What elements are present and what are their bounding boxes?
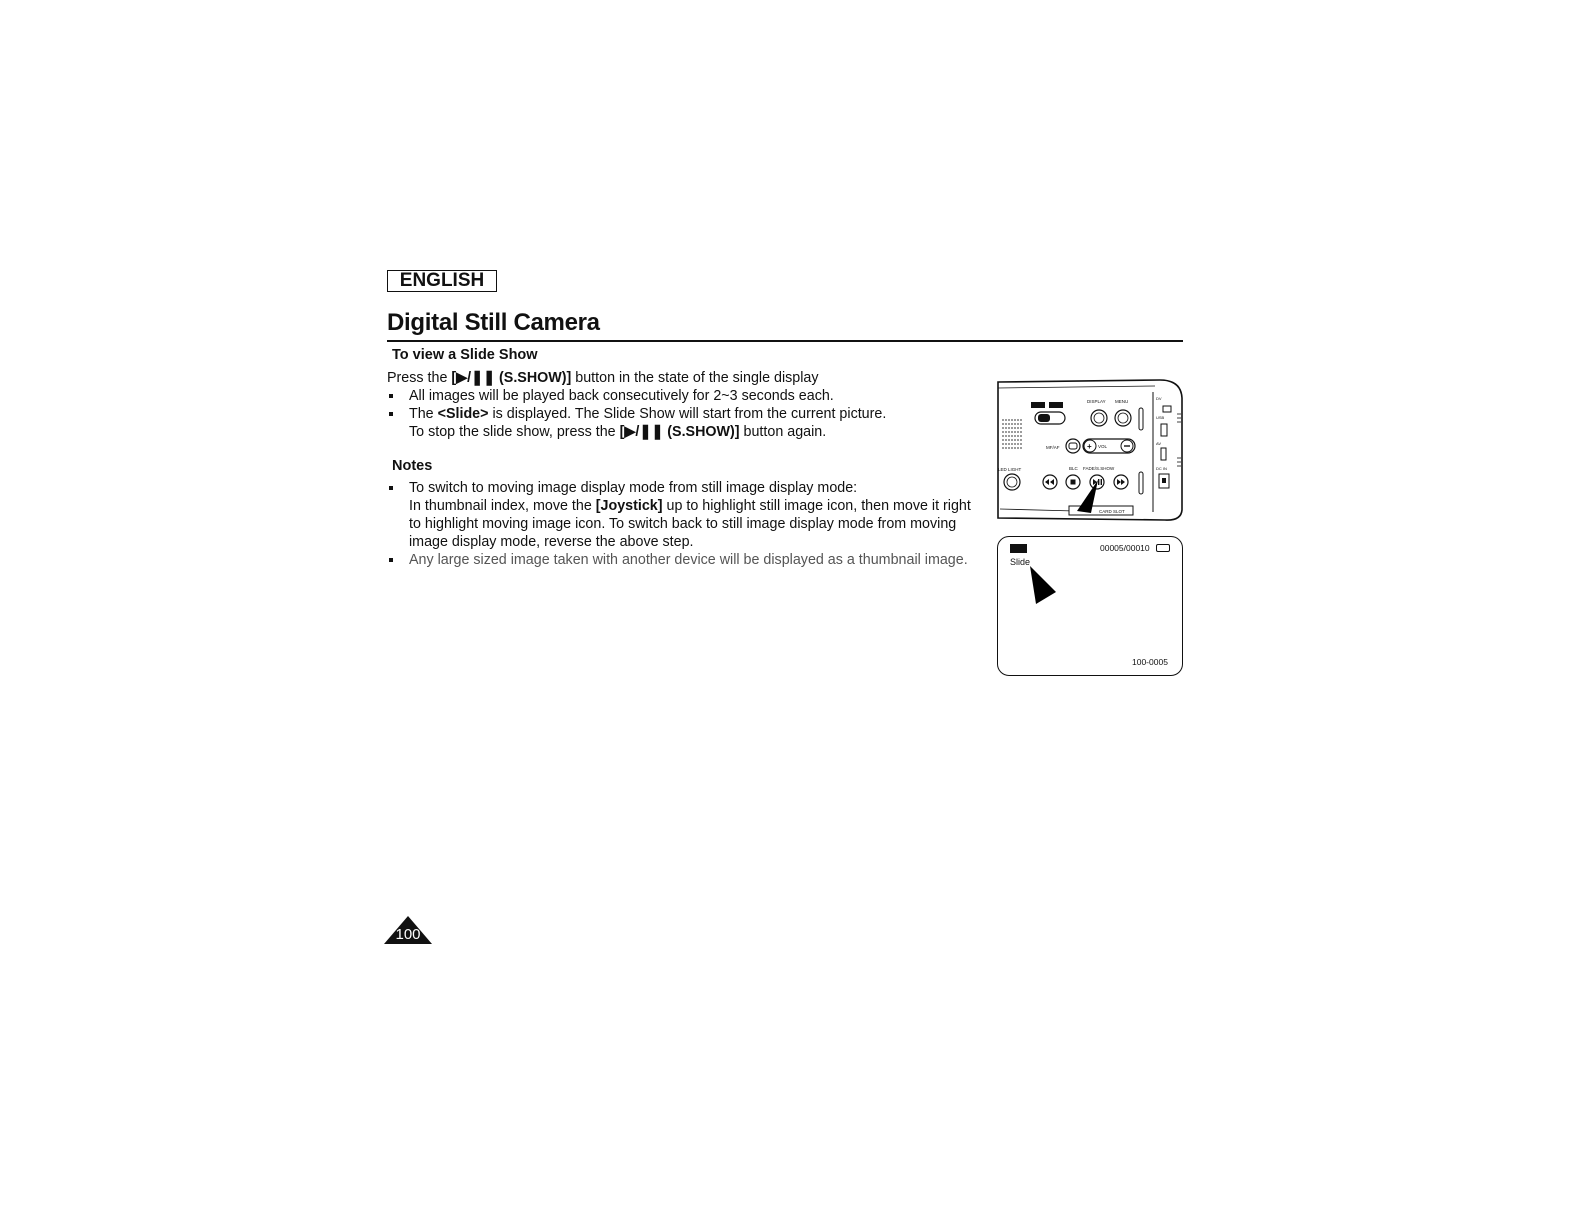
list-item: The <Slide> is displayed. The Slide Show will start from the current picture. To stop the slide show, press the [▶/❚❚ (S.SHOW)] button again.: [387, 405, 947, 441]
list-item: To switch to moving image display mode from still image display mode: In thumbnail index, move the [Joystick] up to highlight still image icon, then move it right to highlight moving image icon. To switch back to still image display mode from moving image display mode, reverse the above step.: [387, 479, 977, 551]
list-item: All images will be played back consecutively for 2~3 seconds each.: [387, 387, 947, 405]
file-number: 100-0005: [1132, 657, 1168, 667]
notes-heading: Notes: [392, 458, 433, 474]
bullet-icon: [389, 486, 393, 490]
svg-text:+: +: [1087, 442, 1092, 451]
bullet-icon: [389, 558, 393, 562]
page-number-badge: [383, 915, 433, 945]
pointer-arrow-icon: [1024, 560, 1060, 608]
section-heading: To view a Slide Show: [392, 347, 538, 363]
svg-text:DISPLAY: DISPLAY: [1087, 399, 1106, 404]
instruction-list: [387, 387, 947, 441]
intro-text: Press the [▶/❚❚ (S.SHOW)] button in the state of the single display: [387, 370, 819, 386]
svg-text:BLC: BLC: [1069, 466, 1078, 471]
svg-text:AV: AV: [1156, 441, 1162, 446]
notes-list: [387, 479, 977, 569]
camcorder-panel-illustration: [995, 378, 1185, 524]
slide-indicator: Slide: [1010, 557, 1031, 567]
memory-card-icon: [1156, 544, 1170, 552]
list-item: Any large sized image taken with another device will be displayed as a thumbnail image.: [387, 551, 977, 569]
svg-text:DV: DV: [1156, 396, 1162, 401]
page-number: 100: [395, 926, 421, 943]
svg-text:CARD SLOT: CARD SLOT: [1099, 509, 1125, 514]
image-counter: 00005/00010: [1100, 543, 1150, 553]
bullet-icon: [389, 394, 393, 398]
page-title: Digital Still Camera: [387, 309, 600, 336]
language-label: ENGLISH: [387, 270, 497, 292]
bullet-icon: [389, 412, 393, 416]
title-divider: [387, 340, 1183, 342]
svg-text:LED LIGHT: LED LIGHT: [998, 467, 1022, 472]
svg-text:MF/AF: MF/AF: [1046, 445, 1060, 450]
svg-text:FADE/S.SHOW: FADE/S.SHOW: [1083, 466, 1115, 471]
battery-icon: [1010, 544, 1027, 553]
svg-text:VOL: VOL: [1098, 444, 1108, 449]
svg-text:MENU: MENU: [1115, 399, 1129, 404]
svg-text:USB: USB: [1156, 415, 1165, 420]
svg-text:DC IN: DC IN: [1156, 466, 1167, 471]
